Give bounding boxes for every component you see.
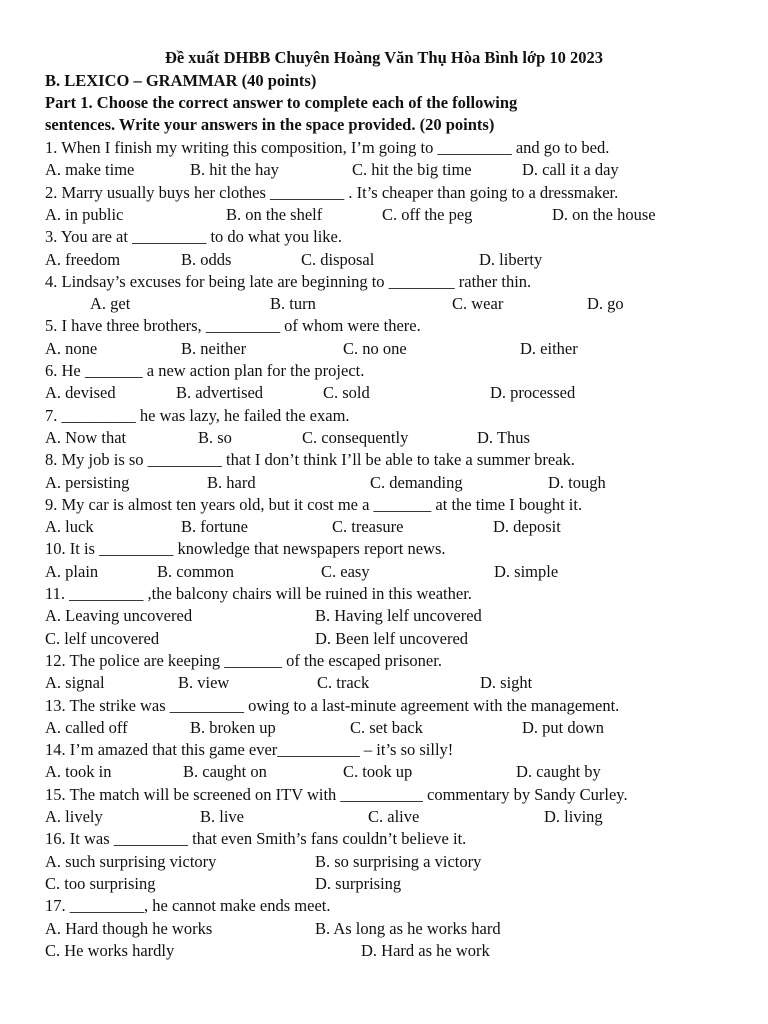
answer-option[interactable]: D. Hard as he work	[361, 940, 490, 960]
options-row	[0, 427, 768, 449]
options-row	[0, 472, 768, 494]
question-line	[0, 739, 768, 761]
answer-option[interactable]: A. Now that	[45, 427, 127, 447]
answer-option[interactable]: A. persisting	[45, 472, 130, 492]
question-line	[0, 449, 768, 471]
answer-option[interactable]: C. disposal	[301, 249, 375, 269]
answer-option[interactable]: B. advertised	[176, 383, 264, 403]
answer-option[interactable]: A. such surprising victory	[45, 851, 217, 871]
answer-option[interactable]: B. so	[198, 427, 232, 447]
answer-option[interactable]: C. sold	[323, 383, 370, 403]
options-row	[0, 851, 768, 873]
question-line	[0, 405, 768, 427]
question-line	[0, 271, 768, 293]
question-line	[0, 226, 768, 248]
answer-option[interactable]: A. get	[90, 294, 131, 314]
answer-option[interactable]: C. track	[317, 673, 370, 693]
document-title	[0, 47, 768, 69]
options-row	[0, 516, 768, 538]
question-text: 14. I’m amazed that this game ever__________ – it’s so silly!	[45, 740, 454, 760]
answer-option[interactable]: C. consequently	[302, 427, 409, 447]
answer-option[interactable]: A. none	[45, 338, 98, 358]
answer-option[interactable]: D. tough	[548, 472, 606, 492]
answer-option[interactable]: B. neither	[181, 338, 247, 358]
answer-option[interactable]: C. easy	[321, 561, 370, 581]
question-text: 15. The match will be screened on ITV with __________ commentary by Sandy Curley.	[45, 784, 628, 804]
answer-option[interactable]: B. so surprising a victory	[315, 851, 482, 871]
question-text: 16. It was _________ that even Smith’s fans couldn’t believe it.	[45, 829, 467, 849]
answer-option[interactable]: C. lelf uncovered	[45, 628, 160, 648]
question-line	[0, 828, 768, 850]
answer-option[interactable]: D. put down	[522, 717, 605, 737]
answer-option[interactable]: B. turn	[270, 294, 316, 314]
question-text: 4. Lindsay’s excuses for being late are beginning to ________ rather thin.	[45, 271, 532, 291]
answer-option[interactable]: D. go	[587, 294, 624, 314]
answer-option[interactable]: A. in public	[45, 204, 124, 224]
answer-option[interactable]: A. took in	[45, 762, 112, 782]
answer-option[interactable]: A. called off	[45, 717, 128, 737]
answer-option[interactable]: D. living	[544, 807, 603, 826]
answer-option[interactable]: C. He works hardly	[45, 940, 175, 960]
answer-option[interactable]: C. too surprising	[45, 873, 156, 893]
answer-option[interactable]: D. call it a day	[522, 160, 619, 180]
options-row	[0, 561, 768, 583]
question-text: 5. I have three brothers, _________ of whom were there.	[45, 316, 421, 336]
answer-option[interactable]: D. Been lelf uncovered	[315, 628, 469, 648]
options-row	[0, 204, 768, 226]
options-row	[0, 628, 768, 650]
answer-option[interactable]: D. on the house	[552, 204, 656, 224]
answer-option[interactable]: B. on the shelf	[226, 204, 323, 224]
question-text: 7. _________ he was lazy, he failed the exam.	[45, 405, 350, 425]
part-instruction-text-2: sentences. Write your answers in the space provided. (20 points)	[45, 115, 495, 134]
answer-option[interactable]: D. sight	[480, 673, 533, 693]
question-line	[0, 583, 768, 605]
question-text: 13. The strike was _________ owing to a last-minute agreement with the management.	[45, 695, 620, 715]
section-heading	[0, 70, 768, 92]
answer-option[interactable]: D. either	[520, 338, 578, 358]
answer-option[interactable]: A. Hard though he works	[45, 918, 213, 938]
question-text: 17. _________, he cannot make ends meet.	[45, 896, 331, 916]
answer-option[interactable]: B. common	[157, 561, 234, 581]
answer-option[interactable]: D. simple	[494, 561, 559, 581]
answer-option[interactable]: C. alive	[368, 807, 420, 826]
options-row	[0, 159, 768, 181]
answer-option[interactable]: D. Thus	[477, 427, 530, 447]
answer-option[interactable]: B. hit the hay	[190, 160, 279, 180]
question-text: 11. _________ ,the balcony chairs will be ruined in this weather.	[45, 584, 472, 603]
answer-option[interactable]: A. luck	[45, 517, 94, 537]
answer-option[interactable]: D. surprising	[315, 873, 402, 893]
question-text: 12. The police are keeping _______ of the escaped prisoner.	[45, 650, 442, 670]
answer-option[interactable]: A. Leaving uncovered	[45, 606, 193, 626]
answer-option[interactable]: D. deposit	[493, 517, 561, 537]
question-text: 3. You are at _________ to do what you like.	[45, 227, 342, 247]
question-line	[0, 538, 768, 560]
answer-option[interactable]: C. took up	[343, 762, 413, 782]
answer-option[interactable]: C. wear	[452, 294, 504, 314]
answer-option[interactable]: A. lively	[45, 807, 103, 826]
answer-option[interactable]: B. hard	[207, 472, 256, 492]
answer-option[interactable]: A. devised	[45, 383, 116, 403]
question-line	[0, 182, 768, 204]
part-instruction-line-2	[0, 114, 768, 136]
question-line	[0, 360, 768, 382]
options-row	[0, 293, 768, 315]
question-line	[0, 494, 768, 516]
question-line	[0, 895, 768, 917]
question-line	[0, 650, 768, 672]
part-instruction-line-1	[0, 92, 768, 114]
options-row	[0, 873, 768, 895]
answer-option[interactable]: C. no one	[343, 338, 407, 358]
answer-option[interactable]: A. make time	[45, 160, 135, 180]
answer-option[interactable]: A. signal	[45, 673, 105, 693]
question-text: 9. My car is almost ten years old, but it cost me a _______ at the time I bought it.	[45, 494, 583, 514]
options-row	[0, 806, 768, 828]
question-line	[0, 695, 768, 717]
answer-option[interactable]: D. caught by	[516, 762, 601, 782]
options-row	[0, 761, 768, 783]
part-instruction-text-1: Part 1. Choose the correct answer to complete each of the following	[45, 93, 518, 112]
answer-option[interactable]: B. odds	[181, 249, 232, 269]
answer-option[interactable]: B. broken up	[190, 717, 276, 737]
options-row	[0, 249, 768, 271]
question-line	[0, 315, 768, 337]
answer-option[interactable]: D. liberty	[479, 249, 543, 269]
answer-option[interactable]: C. demanding	[370, 472, 463, 492]
answer-option[interactable]: B. live	[200, 807, 244, 826]
answer-option[interactable]: B. caught on	[183, 762, 267, 782]
answer-option[interactable]: B. As long as he works hard	[315, 918, 501, 938]
options-row	[0, 717, 768, 739]
question-text: 10. It is _________ knowledge that newspapers report news.	[45, 539, 446, 559]
answer-option[interactable]: C. hit the big time	[352, 160, 472, 180]
question-line	[0, 137, 768, 159]
options-row	[0, 605, 768, 627]
question-line	[0, 784, 768, 806]
answer-option[interactable]: B. Having lelf uncovered	[315, 606, 482, 626]
options-row	[0, 382, 768, 404]
answer-option[interactable]: B. view	[178, 673, 230, 693]
answer-option[interactable]: A. freedom	[45, 249, 121, 269]
answer-option[interactable]: A. plain	[45, 561, 99, 581]
question-text: 8. My job is so _________ that I don’t think I’ll be able to take a summer break.	[45, 450, 575, 470]
question-text: 6. He _______ a new action plan for the project.	[45, 361, 365, 380]
document-title-text: Đề xuất DHBB Chuyên Hoàng Văn Thụ Hòa Bình lớp 10 2023	[164, 48, 604, 67]
question-text: 2. Marry usually buys her clothes _________ . It’s cheaper than going to a dressmaker.	[45, 182, 619, 202]
options-row	[0, 672, 768, 694]
question-text: 1. When I finish my writing this composition, I’m going to _________ and go to bed.	[45, 138, 610, 157]
answer-option[interactable]: D. processed	[490, 383, 576, 403]
answer-option[interactable]: B. fortune	[181, 517, 248, 537]
section-heading-text: B. LEXICO – GRAMMAR (40 points)	[45, 71, 317, 90]
answer-option[interactable]: C. treasure	[332, 517, 404, 537]
options-row	[0, 338, 768, 360]
answer-option[interactable]: C. off the peg	[382, 204, 473, 224]
options-row	[0, 940, 768, 962]
answer-option[interactable]: C. set back	[350, 717, 423, 737]
options-row	[0, 918, 768, 940]
